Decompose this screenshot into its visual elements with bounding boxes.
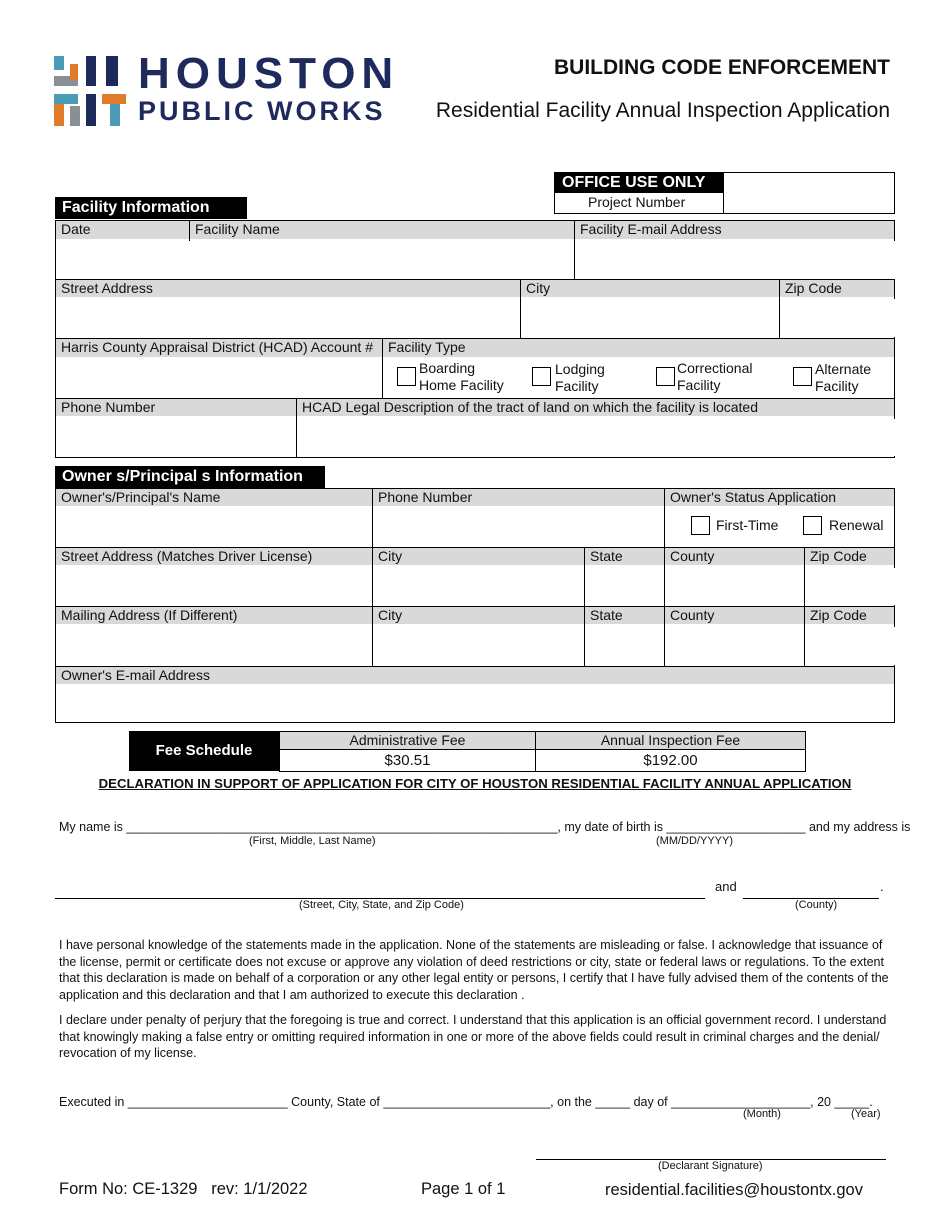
owner-state-input[interactable] (587, 568, 664, 605)
mailing-county-input[interactable] (667, 627, 804, 665)
admin-fee-value: $30.51 (384, 752, 431, 769)
hcad-account-input[interactable] (58, 360, 382, 396)
facility-date-label: Date (56, 221, 189, 239)
facility-city-label: City (521, 280, 779, 297)
admin-fee-label: Administrative Fee (280, 732, 535, 749)
facility-type-boarding-label: Boarding Home Facility (419, 360, 504, 393)
facility-street-label: Street Address (56, 280, 520, 297)
hint-name: (First, Middle, Last Name) (249, 835, 376, 847)
declaration-paragraph-2: I declare under penalty of perjury that the foregoing is true and correct. I understand that this application is an official government record. I understand that knowingly making a false entry or omitting required information in one or more of the above fields could result in criminal charges and the denial/ revocation of my license. (59, 1013, 887, 1060)
owner-phone-input[interactable] (375, 508, 664, 546)
facility-city-input[interactable] (523, 299, 779, 337)
mailing-zip-input[interactable] (807, 627, 895, 665)
owner-street-input[interactable] (58, 568, 372, 605)
declaration-paragraph-1: I have personal knowledge of the statements made in the application. None of the statements are misleading or false. I acknowledge that issuance of the license, permit or certificate does not excuse or approve any violation of deed restrictions or city, state or federal laws or regulations. To the extent that this declaration is made on behalf of a corporation or any other legal entity or persons, I certify that I have fully advised them of the contents of the application and this declaration and that I am authorized to execute this declaration . (59, 938, 889, 1002)
annual-fee-label: Annual Inspection Fee (536, 732, 805, 749)
owner-city-input[interactable] (375, 568, 584, 605)
declaration-heading: DECLARATION IN SUPPORT OF APPLICATION FOR CITY OF HOUSTON RESIDENTIAL FACILITY ANNUAL APPLICATION (98, 776, 852, 791)
owner-phone-label: Phone Number (373, 489, 664, 506)
hint-month: (Month) (743, 1108, 781, 1120)
facility-section-title: Facility Information (55, 197, 247, 219)
owner-street-label: Street Address (Matches Driver License) (56, 548, 372, 565)
owner-county-label: County (665, 548, 804, 565)
owner-section-title: Owner s/Principal s Information (55, 466, 325, 488)
mailing-city-input[interactable] (375, 627, 584, 665)
facility-type-alternate-label: Alternate Facility (815, 361, 872, 394)
facility-type-lodging-label: Lodging Facility (555, 361, 605, 394)
status-first-time-checkbox[interactable] (691, 516, 710, 535)
owner-city-label: City (373, 548, 584, 565)
owner-county-input[interactable] (667, 568, 804, 605)
status-renewal-checkbox[interactable] (803, 516, 822, 535)
status-renewal-label: Renewal (829, 517, 884, 533)
office-use-title: OFFICE USE ONLY (555, 173, 724, 193)
annual-fee-value: $192.00 (643, 752, 698, 769)
mailing-zip-label: Zip Code (805, 607, 894, 624)
facility-type-lodging-checkbox[interactable] (532, 367, 551, 386)
mailing-county-label: County (665, 607, 804, 624)
hint-dob: (MM/DD/YYYY) (656, 835, 733, 847)
logo-text-public-works: PUBLIC WORKS (138, 96, 386, 126)
mailing-state-label: State (585, 607, 664, 624)
page-number: Page 1 of 1 (421, 1180, 506, 1198)
hcad-account-label: Harris County Appraisal District (HCAD) Account # (56, 339, 382, 357)
facility-type-boarding-checkbox[interactable] (397, 367, 416, 386)
owner-email-input[interactable] (58, 686, 894, 722)
facility-email-label: Facility E-mail Address (575, 221, 894, 239)
hint-year: (Year) (851, 1108, 881, 1120)
hint-county: (County) (795, 899, 838, 911)
hcad-legal-label: HCAD Legal Description of the tract of land on which the facility is located (297, 399, 894, 416)
facility-zip-label: Zip Code (780, 280, 894, 297)
project-number-input[interactable] (726, 175, 895, 213)
facility-email-input[interactable] (577, 241, 895, 279)
project-number-label: Project Number (588, 194, 686, 210)
hcad-legal-input[interactable] (299, 419, 895, 456)
houston-public-works-logo-icon (54, 56, 130, 128)
owner-name-input[interactable] (58, 508, 372, 546)
signature-hint: (Declarant Signature) (658, 1160, 763, 1172)
address-line-period: . (880, 879, 884, 894)
fee-schedule-title: Fee Schedule (129, 731, 279, 771)
owner-name-label: Owner's/Principal's Name (56, 489, 372, 506)
facility-date-input[interactable] (58, 241, 190, 279)
mailing-address-input[interactable] (58, 627, 372, 665)
mailing-address-label: Mailing Address (If Different) (56, 607, 372, 624)
facility-name-input[interactable] (192, 241, 574, 279)
owner-zip-label: Zip Code (805, 548, 894, 565)
declaration-name-line: My name is ______________________________________________________________, my date of birth is ____________________ and my address is (59, 820, 911, 834)
hint-address: (Street, City, State, and Zip Code) (299, 899, 464, 911)
status-first-time-label: First-Time (716, 517, 779, 533)
executed-line: Executed in _______________________ County, State of ________________________, on the _____ day of ____________________, 20 _____. (59, 1095, 873, 1109)
and-text: and (715, 879, 737, 894)
mailing-city-label: City (373, 607, 584, 624)
facility-type-alternate-checkbox[interactable] (793, 367, 812, 386)
contact-email[interactable]: residential.facilities@houstontx.gov (605, 1181, 863, 1199)
logo-text-houston: HOUSTON (138, 49, 400, 98)
owner-status-label: Owner's Status Application (665, 489, 894, 506)
facility-street-input[interactable] (58, 299, 520, 337)
facility-type-correctional-label: Correctional Facility (677, 360, 753, 393)
owner-zip-input[interactable] (807, 568, 895, 605)
logo (54, 56, 130, 128)
page-subtitle: Residential Facility Annual Inspection Application (435, 99, 890, 122)
facility-type-label: Facility Type (383, 339, 894, 357)
facility-phone-input[interactable] (58, 419, 296, 456)
owner-email-label: Owner's E-mail Address (56, 667, 894, 684)
page-title: BUILDING CODE ENFORCEMENT (554, 56, 890, 79)
facility-zip-input[interactable] (782, 299, 895, 337)
mailing-state-input[interactable] (587, 627, 664, 665)
facility-name-label: Facility Name (190, 221, 574, 239)
form-number: Form No: CE-1329 rev: 1/1/2022 (59, 1180, 308, 1198)
facility-phone-label: Phone Number (56, 399, 296, 416)
owner-state-label: State (585, 548, 664, 565)
facility-type-correctional-checkbox[interactable] (656, 367, 675, 386)
